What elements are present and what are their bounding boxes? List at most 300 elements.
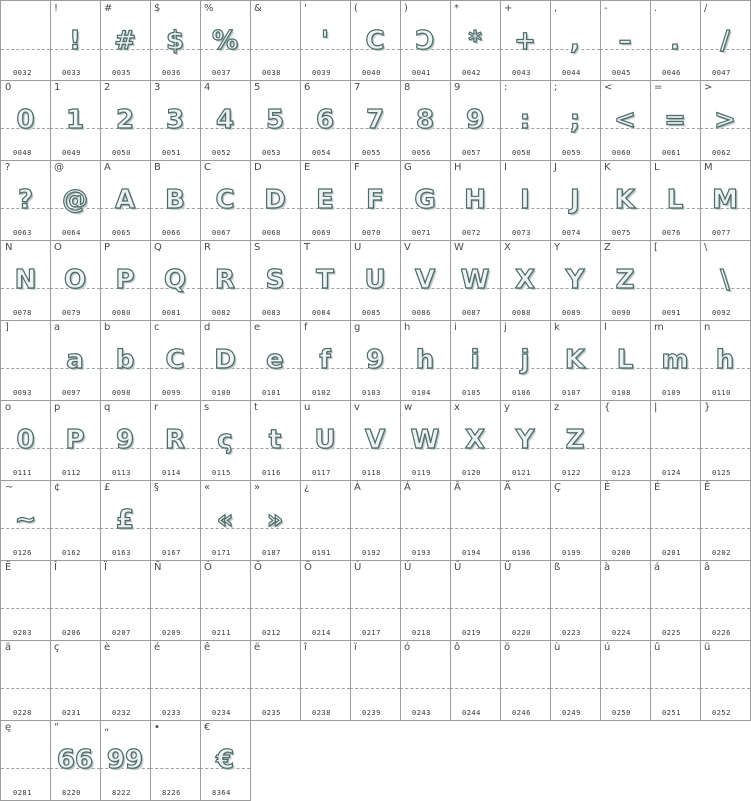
glyph-preview bbox=[150, 656, 200, 704]
char-label: Û bbox=[454, 562, 462, 573]
glyph-preview: t bbox=[268, 425, 282, 455]
char-code: 0191 bbox=[312, 549, 331, 557]
char-label: { bbox=[604, 402, 611, 413]
glyph-preview: * bbox=[468, 26, 482, 56]
glyph-cell bbox=[100, 0, 151, 81]
char-label: Á bbox=[404, 482, 411, 493]
char-code: 0048 bbox=[13, 149, 32, 157]
char-label: î bbox=[304, 642, 307, 653]
glyph-cell bbox=[250, 240, 301, 321]
glyph-cell bbox=[650, 480, 701, 561]
char-label: & bbox=[254, 3, 262, 14]
char-code: 0233 bbox=[162, 709, 181, 717]
char-label: G bbox=[404, 162, 412, 173]
glyph-preview: R bbox=[214, 265, 236, 295]
char-label: F bbox=[354, 162, 360, 173]
glyph-cell bbox=[250, 160, 301, 241]
char-label: / bbox=[704, 3, 708, 14]
char-label: 9 bbox=[454, 82, 461, 93]
glyph-preview: 8 bbox=[415, 105, 435, 135]
glyph-cell bbox=[700, 320, 751, 401]
char-code: 0239 bbox=[362, 709, 381, 717]
glyph-cell bbox=[0, 0, 51, 81]
glyph-cell bbox=[400, 560, 451, 641]
char-code: 0099 bbox=[162, 389, 181, 397]
glyph-cell bbox=[50, 240, 101, 321]
glyph-preview: C bbox=[215, 185, 235, 215]
char-code: 0243 bbox=[412, 709, 431, 717]
glyph-preview bbox=[700, 576, 750, 624]
glyph-preview: G bbox=[414, 185, 436, 215]
glyph-cell bbox=[50, 320, 101, 401]
glyph-preview bbox=[550, 576, 600, 624]
char-code: 0038 bbox=[262, 69, 281, 77]
glyph-preview: W bbox=[460, 265, 490, 295]
glyph-cell bbox=[50, 640, 101, 721]
char-code: 0060 bbox=[612, 149, 631, 157]
char-label: Î bbox=[54, 562, 57, 573]
glyph-cell bbox=[650, 0, 701, 81]
char-label: p bbox=[54, 402, 61, 413]
char-label: ê bbox=[204, 642, 211, 653]
glyph-preview: 0 bbox=[16, 425, 35, 455]
glyph-cell bbox=[0, 240, 51, 321]
glyph-cell bbox=[600, 400, 651, 481]
glyph-cell bbox=[250, 0, 301, 81]
char-label: A bbox=[104, 162, 111, 173]
glyph-preview bbox=[700, 656, 750, 704]
char-label: ï bbox=[354, 642, 357, 653]
glyph-preview bbox=[350, 496, 400, 544]
char-label: S bbox=[254, 242, 261, 253]
char-label: 1 bbox=[54, 82, 61, 93]
char-label: q bbox=[104, 402, 111, 413]
char-code: 0118 bbox=[362, 469, 381, 477]
glyph-preview: 6 bbox=[315, 105, 335, 135]
char-label: = bbox=[654, 82, 663, 93]
char-label: - bbox=[604, 3, 608, 14]
glyph-cell bbox=[50, 400, 101, 481]
glyph-preview: D bbox=[264, 185, 286, 215]
char-code: 0108 bbox=[612, 389, 631, 397]
glyph-cell bbox=[0, 80, 51, 161]
char-code: 0109 bbox=[662, 389, 681, 397]
char-label: € bbox=[204, 722, 211, 733]
glyph-preview: E bbox=[316, 185, 334, 215]
glyph-preview bbox=[1, 336, 50, 384]
glyph-cell bbox=[0, 320, 51, 401]
char-code: 0104 bbox=[412, 389, 431, 397]
char-code: 0281 bbox=[13, 789, 32, 797]
glyph-cell bbox=[150, 480, 201, 561]
char-code: 0110 bbox=[712, 389, 731, 397]
glyph-preview: b bbox=[115, 345, 135, 375]
char-code: 0073 bbox=[512, 229, 531, 237]
char-label: “ bbox=[54, 722, 60, 733]
glyph-preview: D bbox=[214, 345, 236, 375]
glyph-cell bbox=[100, 80, 151, 161]
glyph-cell bbox=[50, 160, 101, 241]
char-label: t bbox=[254, 402, 258, 413]
glyph-preview: 7 bbox=[365, 105, 385, 135]
char-code: 0201 bbox=[662, 549, 681, 557]
glyph-cell bbox=[50, 480, 101, 561]
char-code: 0032 bbox=[13, 69, 32, 77]
glyph-preview: 9 bbox=[365, 345, 385, 375]
glyph-preview: C bbox=[165, 345, 185, 375]
glyph-cell bbox=[700, 0, 751, 81]
char-label: Ô bbox=[254, 562, 262, 573]
char-label: ¿ bbox=[304, 482, 310, 493]
glyph-cell bbox=[500, 160, 551, 241]
glyph-cell bbox=[200, 320, 251, 401]
char-label: 2 bbox=[104, 82, 111, 93]
char-label: 3 bbox=[154, 82, 161, 93]
char-label: É bbox=[654, 482, 661, 493]
char-label: è bbox=[104, 642, 111, 653]
char-label: ä bbox=[5, 642, 12, 653]
char-code: 0037 bbox=[212, 69, 231, 77]
char-label: ' bbox=[304, 3, 307, 14]
glyph-cell bbox=[500, 0, 551, 81]
glyph-cell bbox=[400, 640, 451, 721]
char-label: d bbox=[204, 322, 211, 333]
glyph-preview: V bbox=[364, 425, 386, 455]
char-code: 0069 bbox=[312, 229, 331, 237]
char-code: 0062 bbox=[712, 149, 731, 157]
char-label: v bbox=[354, 402, 360, 413]
glyph-cell bbox=[200, 560, 251, 641]
char-code: 0057 bbox=[462, 149, 481, 157]
char-label: J bbox=[554, 162, 557, 173]
char-label: Ú bbox=[404, 562, 412, 573]
glyph-preview bbox=[700, 496, 750, 544]
char-label: m bbox=[654, 322, 664, 333]
glyph-cell bbox=[450, 640, 501, 721]
glyph-cell bbox=[500, 240, 551, 321]
glyph-preview: ~ bbox=[14, 505, 37, 535]
glyph-preview: Z bbox=[565, 425, 585, 455]
char-code: 0043 bbox=[512, 69, 531, 77]
char-code: 0226 bbox=[712, 629, 731, 637]
char-code: 0115 bbox=[212, 469, 231, 477]
char-code: 0058 bbox=[512, 149, 531, 157]
glyph-preview bbox=[300, 496, 350, 544]
glyph-cell bbox=[150, 560, 201, 641]
char-label: V bbox=[404, 242, 411, 253]
char-code: 0052 bbox=[212, 149, 231, 157]
glyph-preview: < bbox=[614, 105, 636, 135]
glyph-cell bbox=[400, 400, 451, 481]
glyph-cell bbox=[250, 400, 301, 481]
glyph-preview bbox=[100, 656, 150, 704]
char-code: 0067 bbox=[212, 229, 231, 237]
glyph-cell bbox=[550, 320, 601, 401]
char-label: i bbox=[454, 322, 457, 333]
char-code: 0035 bbox=[112, 69, 131, 77]
char-label: Ë bbox=[5, 562, 12, 573]
char-code: 8220 bbox=[62, 789, 81, 797]
char-code: 0122 bbox=[562, 469, 581, 477]
glyph-preview bbox=[650, 256, 700, 304]
glyph-cell bbox=[50, 0, 101, 81]
char-code: 0252 bbox=[712, 709, 731, 717]
glyph-cell bbox=[550, 400, 601, 481]
glyph-preview: h bbox=[715, 345, 735, 375]
glyph-cell bbox=[600, 320, 651, 401]
glyph-preview: $ bbox=[165, 26, 185, 56]
glyph-cell bbox=[200, 720, 251, 801]
char-label: b bbox=[104, 322, 111, 333]
glyph-cell bbox=[550, 80, 601, 161]
char-label: x bbox=[454, 402, 460, 413]
char-label: â bbox=[704, 562, 711, 573]
glyph-preview bbox=[300, 656, 350, 704]
glyph-cell bbox=[650, 400, 701, 481]
glyph-cell bbox=[600, 640, 651, 721]
char-code: 0075 bbox=[612, 229, 631, 237]
char-label: ~ bbox=[5, 482, 14, 493]
char-label: Ö bbox=[304, 562, 312, 573]
glyph-cell bbox=[200, 80, 251, 161]
glyph-cell bbox=[50, 720, 101, 801]
char-label: ë bbox=[254, 642, 261, 653]
char-code: 0219 bbox=[462, 629, 481, 637]
glyph-preview: 99 bbox=[106, 745, 144, 775]
glyph-cell bbox=[650, 240, 701, 321]
glyph-cell bbox=[450, 240, 501, 321]
glyph-cell bbox=[200, 160, 251, 241]
glyph-cell bbox=[450, 560, 501, 641]
char-code: 0249 bbox=[562, 709, 581, 717]
glyph-preview bbox=[50, 656, 100, 704]
glyph-preview bbox=[400, 496, 450, 544]
glyph-preview bbox=[250, 656, 300, 704]
char-code: 0092 bbox=[712, 309, 731, 317]
char-code: 0044 bbox=[562, 69, 581, 77]
glyph-preview: £ bbox=[115, 505, 135, 535]
glyph-cell bbox=[600, 560, 651, 641]
char-code: 0111 bbox=[13, 469, 32, 477]
char-label: 5 bbox=[254, 82, 261, 93]
char-label: \ bbox=[704, 242, 708, 253]
glyph-cell bbox=[400, 0, 451, 81]
char-label: ] bbox=[5, 322, 9, 333]
glyph-preview bbox=[400, 576, 450, 624]
char-code: 0086 bbox=[412, 309, 431, 317]
glyph-cell bbox=[50, 560, 101, 641]
char-label: [ bbox=[654, 242, 658, 253]
glyph-preview: L bbox=[666, 185, 684, 215]
char-code: 0065 bbox=[112, 229, 131, 237]
glyph-cell bbox=[100, 560, 151, 641]
glyph-preview: > bbox=[714, 105, 736, 135]
glyph-preview bbox=[250, 17, 300, 65]
char-code: 0054 bbox=[312, 149, 331, 157]
char-label: | bbox=[654, 402, 658, 413]
char-code: 0071 bbox=[412, 229, 431, 237]
char-code: 0068 bbox=[262, 229, 281, 237]
glyph-cell bbox=[250, 480, 301, 561]
char-label: £ bbox=[104, 482, 111, 493]
glyph-preview bbox=[700, 416, 750, 464]
char-code: 0246 bbox=[512, 709, 531, 717]
char-label: U bbox=[354, 242, 362, 253]
glyph-preview bbox=[100, 576, 150, 624]
char-label: E bbox=[304, 162, 311, 173]
glyph-cell bbox=[250, 560, 301, 641]
glyph-cell bbox=[350, 320, 401, 401]
glyph-cell bbox=[450, 320, 501, 401]
char-label: l bbox=[604, 322, 607, 333]
glyph-cell bbox=[450, 160, 501, 241]
glyph-cell bbox=[500, 640, 551, 721]
char-code: 0091 bbox=[662, 309, 681, 317]
char-code: 0116 bbox=[262, 469, 281, 477]
char-label: ? bbox=[5, 162, 11, 173]
char-label: Q bbox=[154, 242, 162, 253]
char-code: 0053 bbox=[262, 149, 281, 157]
char-label: r bbox=[154, 402, 159, 413]
char-label: ó bbox=[404, 642, 411, 653]
glyph-preview: N bbox=[14, 265, 37, 295]
glyph-cell bbox=[300, 480, 351, 561]
glyph-preview: j bbox=[520, 345, 530, 375]
glyph-cell bbox=[450, 400, 501, 481]
glyph-cell bbox=[400, 80, 451, 161]
glyph-preview: € bbox=[215, 745, 235, 775]
char-label: á bbox=[654, 562, 661, 573]
char-label: „ bbox=[104, 722, 110, 733]
glyph-cell bbox=[600, 240, 651, 321]
char-code: 0244 bbox=[462, 709, 481, 717]
char-code: 0079 bbox=[62, 309, 81, 317]
char-code: 0125 bbox=[712, 469, 731, 477]
glyph-preview: i bbox=[470, 345, 480, 375]
char-label: û bbox=[654, 642, 661, 653]
glyph-preview: K bbox=[614, 185, 636, 215]
glyph-cell bbox=[350, 240, 401, 321]
glyph-cell bbox=[150, 400, 201, 481]
glyph-cell bbox=[150, 240, 201, 321]
glyph-preview: « bbox=[216, 505, 234, 535]
char-label: Z bbox=[604, 242, 611, 253]
glyph-preview bbox=[650, 416, 700, 464]
glyph-preview: A bbox=[114, 185, 136, 215]
glyph-cell bbox=[450, 0, 501, 81]
char-label: o bbox=[5, 402, 12, 413]
char-code: 0093 bbox=[13, 389, 32, 397]
glyph-preview bbox=[650, 496, 700, 544]
glyph-preview bbox=[450, 496, 500, 544]
glyph-cell bbox=[450, 80, 501, 161]
char-label: ô bbox=[454, 642, 461, 653]
glyph-cell bbox=[200, 480, 251, 561]
char-code: 0123 bbox=[612, 469, 631, 477]
char-code: 0218 bbox=[412, 629, 431, 637]
char-code: 0055 bbox=[362, 149, 381, 157]
glyph-preview bbox=[200, 656, 250, 704]
char-code: 0059 bbox=[562, 149, 581, 157]
glyph-preview: C bbox=[365, 26, 385, 56]
glyph-preview: Ↄ bbox=[415, 26, 435, 56]
char-label: N bbox=[5, 242, 13, 253]
char-label: X bbox=[504, 242, 511, 253]
char-code: 0163 bbox=[112, 549, 131, 557]
glyph-preview bbox=[600, 496, 650, 544]
char-label: È bbox=[604, 482, 611, 493]
char-code: 0235 bbox=[262, 709, 281, 717]
glyph-cell bbox=[200, 640, 251, 721]
glyph-preview: e bbox=[266, 345, 284, 375]
char-label: ! bbox=[54, 3, 59, 14]
glyph-preview: Q bbox=[163, 265, 187, 295]
glyph-preview bbox=[500, 656, 550, 704]
char-code: 0064 bbox=[62, 229, 81, 237]
glyph-preview: % bbox=[211, 26, 239, 56]
char-label: Ï bbox=[104, 562, 107, 573]
glyph-cell bbox=[650, 560, 701, 641]
glyph-preview bbox=[250, 576, 300, 624]
glyph-preview bbox=[600, 656, 650, 704]
glyph-preview: P bbox=[115, 265, 135, 295]
glyph-cell bbox=[300, 240, 351, 321]
char-code: 0042 bbox=[462, 69, 481, 77]
char-label: u bbox=[304, 402, 311, 413]
char-code: 0087 bbox=[462, 309, 481, 317]
char-code: 0051 bbox=[162, 149, 181, 157]
char-label: M bbox=[704, 162, 713, 173]
glyph-preview: J bbox=[570, 185, 580, 215]
char-code: 0102 bbox=[312, 389, 331, 397]
glyph-cell bbox=[0, 640, 51, 721]
char-code: 0124 bbox=[662, 469, 681, 477]
glyph-preview: ' bbox=[321, 26, 329, 56]
char-code: 0074 bbox=[562, 229, 581, 237]
char-code: 8226 bbox=[162, 789, 181, 797]
char-code: 0107 bbox=[562, 389, 581, 397]
glyph-cell bbox=[700, 480, 751, 561]
char-code: 0192 bbox=[362, 549, 381, 557]
char-code: 0217 bbox=[362, 629, 381, 637]
glyph-cell bbox=[400, 320, 451, 401]
glyph-preview: ς bbox=[217, 425, 233, 455]
char-code: 0206 bbox=[62, 629, 81, 637]
char-label: I bbox=[504, 162, 507, 173]
char-code: 0202 bbox=[712, 549, 731, 557]
glyph-preview: 4 bbox=[215, 105, 235, 135]
glyph-cell bbox=[600, 480, 651, 561]
char-code: 0225 bbox=[662, 629, 681, 637]
glyph-preview: @ bbox=[62, 185, 88, 215]
glyph-preview: P bbox=[65, 425, 85, 455]
glyph-preview: W bbox=[410, 425, 440, 455]
glyph-preview: V bbox=[414, 265, 436, 295]
glyph-cell bbox=[350, 80, 401, 161]
glyph-cell bbox=[550, 240, 601, 321]
glyph-preview: 0 bbox=[16, 105, 35, 135]
char-code: 0050 bbox=[112, 149, 131, 157]
char-label: » bbox=[254, 482, 261, 493]
glyph-cell bbox=[350, 400, 401, 481]
char-label: , bbox=[554, 3, 558, 14]
char-code: 8364 bbox=[212, 789, 231, 797]
glyph-cell bbox=[250, 80, 301, 161]
glyph-preview: – bbox=[618, 26, 632, 56]
char-code: 0119 bbox=[412, 469, 431, 477]
glyph-cell bbox=[700, 160, 751, 241]
char-code: 0207 bbox=[112, 629, 131, 637]
